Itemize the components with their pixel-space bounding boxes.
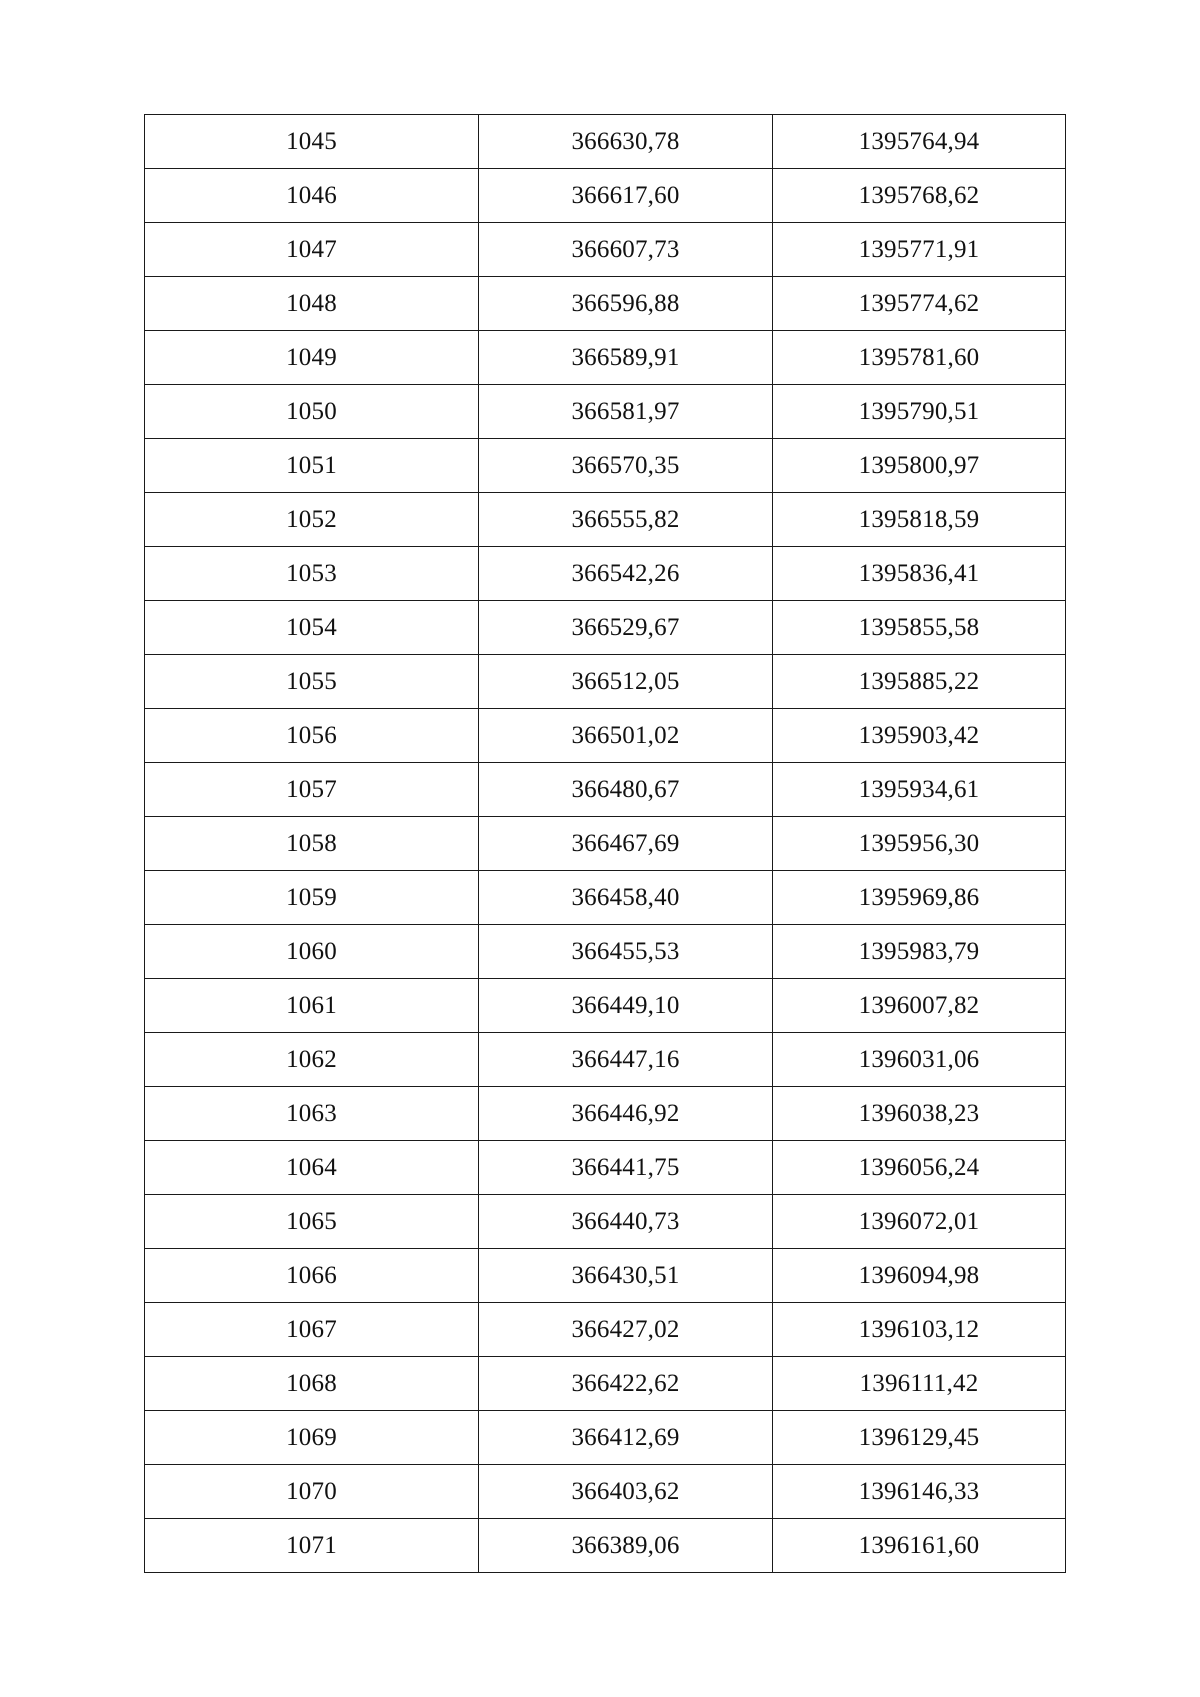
x-coordinate-cell: 366529,67 <box>479 601 773 655</box>
x-coordinate-cell: 366441,75 <box>479 1141 773 1195</box>
point-number-cell: 1053 <box>145 547 479 601</box>
x-coordinate-cell: 366389,06 <box>479 1519 773 1573</box>
y-coordinate-cell: 1396072,01 <box>773 1195 1066 1249</box>
table-row <box>145 1357 1066 1411</box>
y-coordinate-cell: 1396111,42 <box>773 1357 1066 1411</box>
x-coordinate-cell: 366455,53 <box>479 925 773 979</box>
point-number-cell: 1058 <box>145 817 479 871</box>
point-number-cell: 1064 <box>145 1141 479 1195</box>
x-coordinate-cell: 366422,62 <box>479 1357 773 1411</box>
y-coordinate-cell: 1395781,60 <box>773 331 1066 385</box>
table-row <box>145 169 1066 223</box>
table-row <box>145 925 1066 979</box>
table-row <box>145 709 1066 763</box>
table-row <box>145 1033 1066 1087</box>
table-row <box>145 763 1066 817</box>
x-coordinate-cell: 366427,02 <box>479 1303 773 1357</box>
table-row <box>145 817 1066 871</box>
x-coordinate-cell: 366607,73 <box>479 223 773 277</box>
x-coordinate-cell: 366430,51 <box>479 1249 773 1303</box>
x-coordinate-cell: 366449,10 <box>479 979 773 1033</box>
x-coordinate-cell: 366542,26 <box>479 547 773 601</box>
point-number-cell: 1045 <box>145 115 479 169</box>
point-number-cell: 1066 <box>145 1249 479 1303</box>
x-coordinate-cell: 366447,16 <box>479 1033 773 1087</box>
table-row <box>145 223 1066 277</box>
y-coordinate-cell: 1395768,62 <box>773 169 1066 223</box>
table-row <box>145 1303 1066 1357</box>
point-number-cell: 1047 <box>145 223 479 277</box>
table-row <box>145 439 1066 493</box>
y-coordinate-cell: 1395885,22 <box>773 655 1066 709</box>
point-number-cell: 1054 <box>145 601 479 655</box>
x-coordinate-cell: 366403,62 <box>479 1465 773 1519</box>
y-coordinate-cell: 1395855,58 <box>773 601 1066 655</box>
table-row <box>145 871 1066 925</box>
point-number-cell: 1052 <box>145 493 479 547</box>
x-coordinate-cell: 366555,82 <box>479 493 773 547</box>
point-number-cell: 1056 <box>145 709 479 763</box>
coordinates-table <box>144 114 1066 1573</box>
table-row <box>145 547 1066 601</box>
point-number-cell: 1067 <box>145 1303 479 1357</box>
y-coordinate-cell: 1395818,59 <box>773 493 1066 547</box>
y-coordinate-cell: 1396103,12 <box>773 1303 1066 1357</box>
point-number-cell: 1070 <box>145 1465 479 1519</box>
y-coordinate-cell: 1395771,91 <box>773 223 1066 277</box>
x-coordinate-cell: 366412,69 <box>479 1411 773 1465</box>
y-coordinate-cell: 1395764,94 <box>773 115 1066 169</box>
table-row <box>145 1519 1066 1573</box>
table-row <box>145 115 1066 169</box>
point-number-cell: 1063 <box>145 1087 479 1141</box>
y-coordinate-cell: 1396129,45 <box>773 1411 1066 1465</box>
y-coordinate-cell: 1396007,82 <box>773 979 1066 1033</box>
table-row <box>145 1087 1066 1141</box>
x-coordinate-cell: 366570,35 <box>479 439 773 493</box>
point-number-cell: 1051 <box>145 439 479 493</box>
y-coordinate-cell: 1395969,86 <box>773 871 1066 925</box>
point-number-cell: 1061 <box>145 979 479 1033</box>
table-row <box>145 1411 1066 1465</box>
point-number-cell: 1068 <box>145 1357 479 1411</box>
x-coordinate-cell: 366630,78 <box>479 115 773 169</box>
y-coordinate-cell: 1395956,30 <box>773 817 1066 871</box>
table-row <box>145 1195 1066 1249</box>
y-coordinate-cell: 1396031,06 <box>773 1033 1066 1087</box>
x-coordinate-cell: 366581,97 <box>479 385 773 439</box>
point-number-cell: 1069 <box>145 1411 479 1465</box>
x-coordinate-cell: 366501,02 <box>479 709 773 763</box>
point-number-cell: 1050 <box>145 385 479 439</box>
y-coordinate-cell: 1395934,61 <box>773 763 1066 817</box>
x-coordinate-cell: 366512,05 <box>479 655 773 709</box>
x-coordinate-cell: 366589,91 <box>479 331 773 385</box>
table-row <box>145 493 1066 547</box>
x-coordinate-cell: 366596,88 <box>479 277 773 331</box>
y-coordinate-cell: 1395774,62 <box>773 277 1066 331</box>
y-coordinate-cell: 1396038,23 <box>773 1087 1066 1141</box>
point-number-cell: 1057 <box>145 763 479 817</box>
point-number-cell: 1071 <box>145 1519 479 1573</box>
x-coordinate-cell: 366480,67 <box>479 763 773 817</box>
table-row <box>145 1141 1066 1195</box>
coordinates-table-body <box>145 115 1066 1573</box>
table-row <box>145 979 1066 1033</box>
point-number-cell: 1049 <box>145 331 479 385</box>
y-coordinate-cell: 1395800,97 <box>773 439 1066 493</box>
y-coordinate-cell: 1396146,33 <box>773 1465 1066 1519</box>
table-row <box>145 1465 1066 1519</box>
point-number-cell: 1048 <box>145 277 479 331</box>
table-row <box>145 1249 1066 1303</box>
table-row <box>145 601 1066 655</box>
table-row <box>145 331 1066 385</box>
x-coordinate-cell: 366467,69 <box>479 817 773 871</box>
x-coordinate-cell: 366458,40 <box>479 871 773 925</box>
table-row <box>145 655 1066 709</box>
y-coordinate-cell: 1396094,98 <box>773 1249 1066 1303</box>
point-number-cell: 1060 <box>145 925 479 979</box>
point-number-cell: 1062 <box>145 1033 479 1087</box>
y-coordinate-cell: 1396056,24 <box>773 1141 1066 1195</box>
x-coordinate-cell: 366440,73 <box>479 1195 773 1249</box>
y-coordinate-cell: 1396161,60 <box>773 1519 1066 1573</box>
y-coordinate-cell: 1395903,42 <box>773 709 1066 763</box>
y-coordinate-cell: 1395983,79 <box>773 925 1066 979</box>
x-coordinate-cell: 366617,60 <box>479 169 773 223</box>
x-coordinate-cell: 366446,92 <box>479 1087 773 1141</box>
point-number-cell: 1065 <box>145 1195 479 1249</box>
point-number-cell: 1055 <box>145 655 479 709</box>
point-number-cell: 1059 <box>145 871 479 925</box>
table-row <box>145 385 1066 439</box>
y-coordinate-cell: 1395790,51 <box>773 385 1066 439</box>
point-number-cell: 1046 <box>145 169 479 223</box>
y-coordinate-cell: 1395836,41 <box>773 547 1066 601</box>
table-row <box>145 277 1066 331</box>
